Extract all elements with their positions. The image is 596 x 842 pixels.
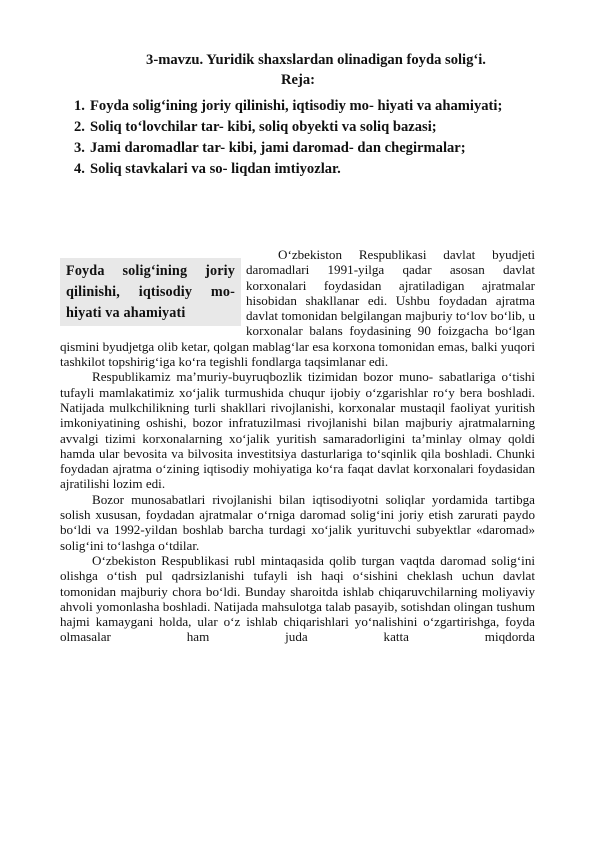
paragraph: Bozor munosabatlari rivojlanishi bilan iqtisodiyotni soliqlar yordamida tartibga solish xususan, foydadan ajratmalar o‘rniga daromad solig‘ini joriy etish zarurati paydo bo‘ldi va 1992-yildan boshlab barcha turdagi xo‘jalik yurituvchi subyektlar «daromad» solig‘ini to‘lashga o‘tdilar. xyxy=(60,491,535,553)
plan-item-number: 2. xyxy=(74,119,85,135)
paragraph: Respublikamiz ma’muriy-buyruqbozlik tizimidan bozor muno- sabatlariga o‘tishi tufayli mamlakatimiz xo‘jalik turmushida chuqur ijobiy o‘zgarishlar ro‘y bera boshladi. Natijada mulkchilikning turli shakllari rivojlanishi, korxonalar mustaqil faoliyat yuritish imkoniyatining oshishi, bozor infratuzilmasi rivojlanishi bilan majburiy ajratmalarning avvalgi tizimi korxonalarning xo‘jalik yuritish samaradorligini ta’minlay olmay qoldi hamda ular bevosita va bilvosita investitsiya dasturlariga to‘sqinlik qila boshladi. Chunki foydadan ajratma o‘zining iqtisodiy mohiyatiga ko‘ra faqat davlat korxonalari foydasidan ajratilishi lozim edi. xyxy=(60,369,535,492)
plan-item-text: Foyda solig‘ining joriy qilinishi, iqtisodiy mo- hiyati va ahamiyati; xyxy=(90,98,503,114)
plan-item xyxy=(74,159,534,180)
plan-item-number: 3. xyxy=(74,140,85,156)
plan-item-text: Soliq stavkalari va so- liqdan imtiyozlar. xyxy=(90,161,341,177)
plan-item xyxy=(74,117,534,138)
plan-label: Reja: xyxy=(280,72,316,88)
plan-item-number: 4. xyxy=(74,161,85,177)
plan-item-number: 1. xyxy=(74,98,85,114)
plan-item-text: Jami daromadlar tar- kibi, jami daromad- dan chegirmalar; xyxy=(90,140,466,156)
plan-item-text: Soliq to‘lovchilar tar- kibi, soliq obyekti va soliq bazasi; xyxy=(90,119,437,135)
paragraph: O‘zbekiston Respublikasi rubl mintaqasida qolib turgan vaqtda daromad solig‘ini olishga o‘tish pul qadrsizlanishi tufayli ish haqi o‘sishini cheklash uchun davlat tomonidan majburiy chora bo‘ldi. Bunday sharoitda ishlab chiqaruvchilarning moliyaviy ahvoli yomonlasha boshladi. Natijada mahsulotga talab pasayib, sotishdan olingan tushum hajmi kamaygani holda, ular o‘z ishlab chiqarishlari yo‘nalishini o‘zgartirishga, foyda olmasalar ham juda katta miqdorda xyxy=(60,552,535,645)
plan-item xyxy=(74,96,534,117)
topic-title: 3-mavzu. Yuridik shaxslardan olinadigan foyda solig‘i. xyxy=(146,52,486,68)
paragraph: O‘zbekiston Respublikasi davlat byudjeti daromadlari 1991-yilga qadar asosan davlat korxonalari foydasidan ajratiladigan ajratmalar hisobidan shakllanar edi. Ushbu foydadan ajratma davlat tomonidan belgilangan majburiy to‘lov bo‘lib, u korxonalar balans foydasining 90 foizgacha bo‘lgan qismini byudjetga olib ketar, qolgan mablag‘lar esa korxona tomonidan emas, balki yuqori tashkilot topshirig‘iga ko‘ra tegishli fondlarga taqsimlanar edi. xyxy=(60,247,535,370)
plan-item xyxy=(74,138,534,159)
plan-list xyxy=(74,96,534,180)
section-sidebar-box: Foyda solig‘ining joriy qilinishi, iqtisodiy mo- hiyati va ahamiyati xyxy=(60,258,241,326)
